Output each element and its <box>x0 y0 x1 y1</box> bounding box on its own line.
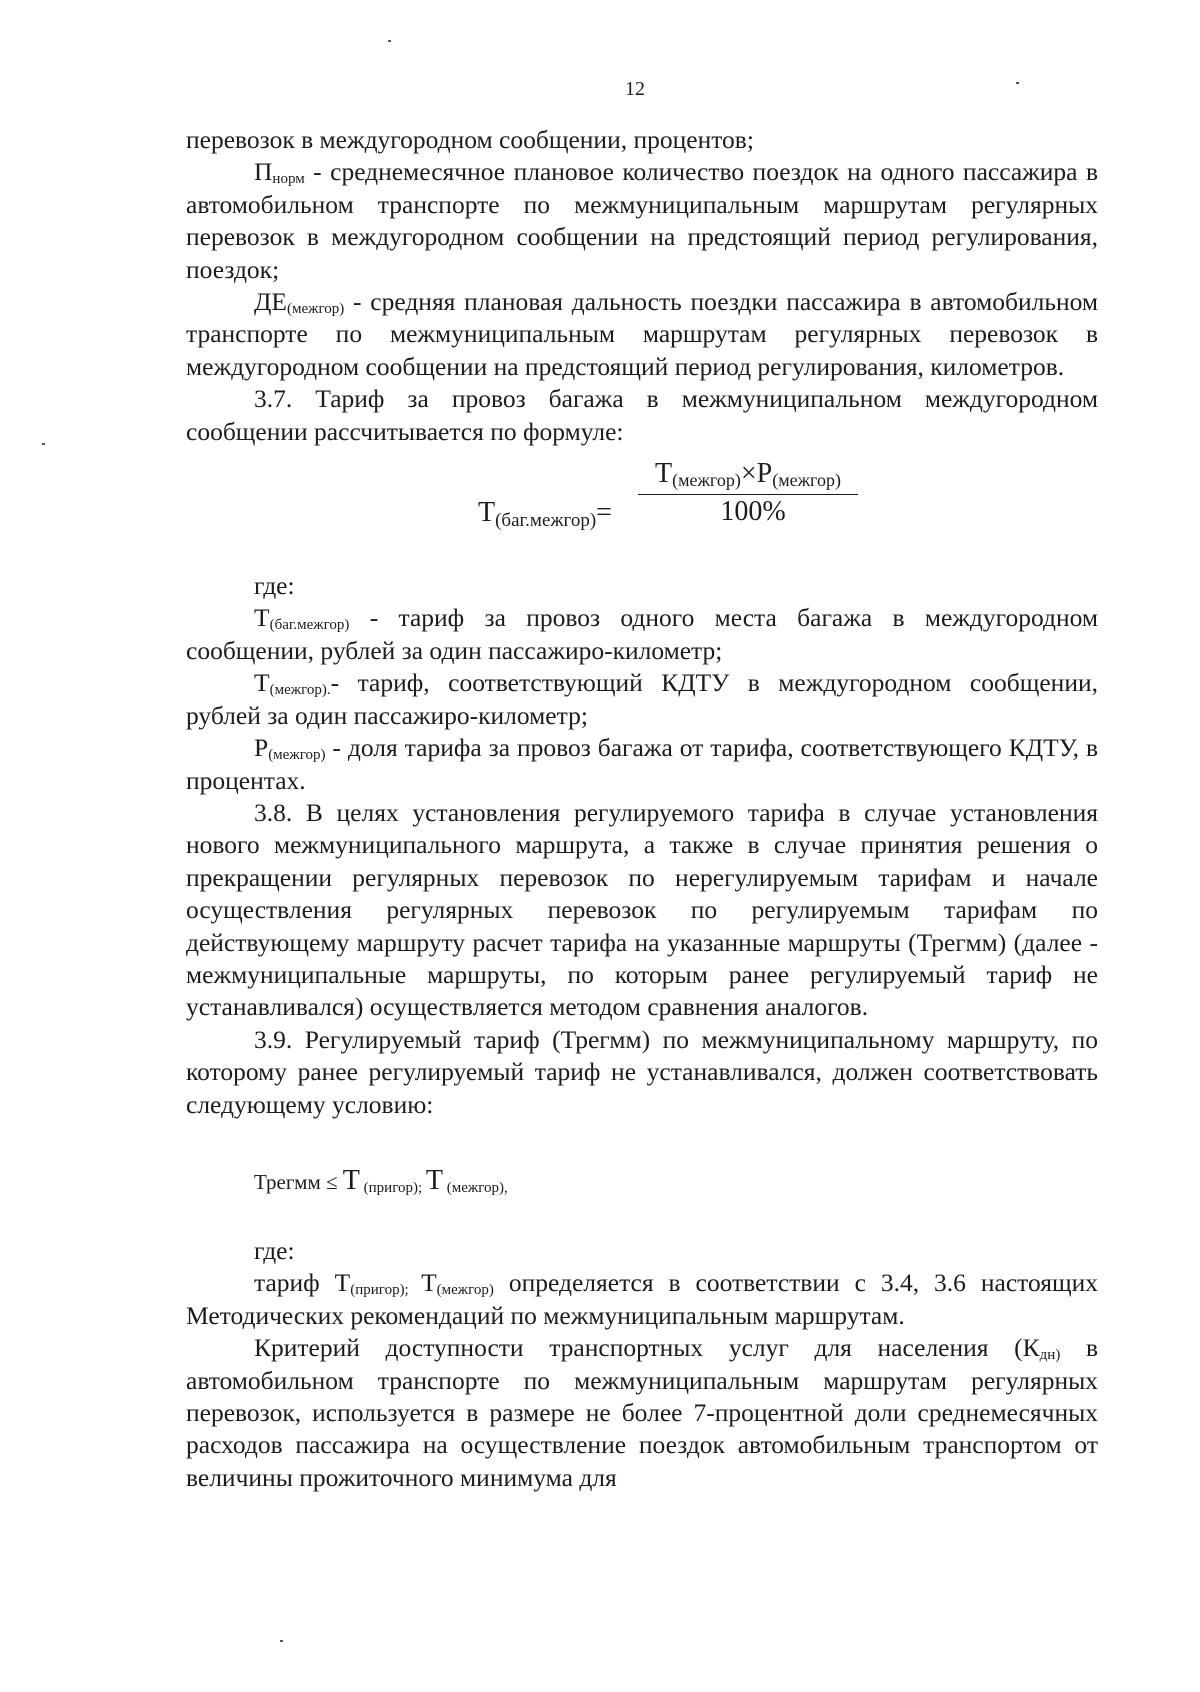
definition-t-mezhgor <box>186 667 1098 732</box>
paragraph-text: в автомобильном транспорте по межмуниципальным маршрутам регулярных перевозок, используется в размере не более 7-процентной доли среднемесячных расходов пассажира на осуществление поездок автомобильным транспортом от величины прожиточного минимума для <box>186 1333 1098 1492</box>
formula-symbol: Р <box>756 458 773 490</box>
definition-lead: тариф <box>254 1268 335 1298</box>
less-equal-sign: ≤ <box>320 1169 343 1194</box>
formula-lhs <box>478 496 612 530</box>
where-label: где: <box>254 571 295 601</box>
document-body <box>186 124 1098 1494</box>
symbol-subscript: (межгор) <box>286 301 345 318</box>
definition-text: - тариф, соответствующий КДТУ в междугородном сообщении, рублей за один пассажиро-километр; <box>186 668 1098 730</box>
formula-symbol: Т <box>342 1164 360 1196</box>
equals-sign: = <box>596 497 612 529</box>
formula-lhs: Трегмм <box>254 1169 321 1194</box>
definition-text: - доля тарифа за провоз багажа от тарифа, соответствующего КДТУ, в процентах. <box>186 733 1098 795</box>
definition-text: - средняя плановая дальность поездки пассажира в автомобильном транспорте по межмуниципальным маршрутам регулярных перевозок в междугородном сообщении на предстоящий период регулирования, километров. <box>186 287 1098 381</box>
symbol: Т <box>254 668 270 698</box>
definition-t-bag <box>186 602 1098 667</box>
fraction-numerator <box>638 456 858 492</box>
definition-tariff-source <box>186 1267 1098 1332</box>
formula-symbol: Т <box>478 497 496 529</box>
formula-line <box>254 1165 1098 1198</box>
formula-subscript: (баг.межгор) <box>495 510 597 532</box>
page-number: 12 <box>625 78 645 100</box>
paragraph-kdn <box>186 1332 1098 1494</box>
symbol: Т <box>421 1268 437 1298</box>
fraction-denominator: 100% <box>720 496 786 528</box>
definition-text: - среднемесячное плановое количество поездок на одного пассажира в автомобильном транспорте по межмуниципальным маршрутам регулярных перевозок в междугородном сообщении на предстоящий период регулирования, поездок; <box>186 157 1098 284</box>
definition-p-norm <box>186 156 1098 286</box>
symbol-subscript: (межгор) <box>268 747 326 764</box>
formula-subscript: (пригор); <box>359 1179 426 1196</box>
paragraph-continuation: перевозок в междугородном сообщении, процентов; <box>186 125 754 154</box>
definition-de <box>186 286 1098 383</box>
definition-p-mezhgor <box>186 732 1098 797</box>
definition-text: - тариф за провоз одного места багажа в междугородном сообщении, рублей за один пассажиро-километр; <box>186 603 1098 665</box>
scan-speck <box>1016 82 1019 84</box>
symbol-subscript: (баг.межгор) <box>269 617 350 634</box>
symbol-subscript: (межгор). <box>269 682 331 699</box>
symbol-subscript: (пригор); <box>350 1282 422 1299</box>
symbol: П <box>254 157 273 187</box>
paragraph-3-9: 3.9. Регулируемый тариф (Трегмм) по межмуниципальному маршруту, по которому ранее регулируемый тариф не устанавливался, должен соответствовать следующему условию: <box>186 1024 1098 1119</box>
formula-subscript: (межгор), <box>443 1179 508 1196</box>
where-label: где: <box>254 1235 295 1265</box>
times-sign: × <box>740 458 757 490</box>
symbol-subscript: дн) <box>1039 1347 1061 1364</box>
formula-symbol: Т <box>425 1164 444 1196</box>
symbol: Т <box>254 603 270 633</box>
symbol-subscript: норм <box>272 171 305 188</box>
scan-speck <box>42 443 45 445</box>
symbol-subscript: (межгор) <box>436 1282 494 1299</box>
formula-baggage-tariff <box>186 456 1098 570</box>
scan-speck <box>280 1640 283 1642</box>
paragraph-3-7: 3.7. Тариф за провоз багажа в межмуниципальном междугородном сообщении рассчитывается по формуле: <box>186 384 1098 446</box>
formula-subscript: (межгор) <box>772 470 841 491</box>
formula-tariff-condition <box>186 1139 1098 1235</box>
symbol: Р <box>254 733 269 763</box>
symbol: ДЕ <box>254 287 287 317</box>
formula-symbol: Т <box>655 458 673 490</box>
definition-text: определяется в соответствии с 3.4, 3.6 настоящих Методических рекомендаций по межмуниципальным маршрутам. <box>186 1268 1098 1330</box>
symbol: Т <box>334 1268 351 1298</box>
formula-subscript: (межгор) <box>672 470 741 491</box>
scan-speck <box>388 40 391 42</box>
paragraph-3-8: 3.8. В целях установления регулируемого тарифа в случае установления нового межмуниципального маршрута, а также в случае принятия решения о прекращении регулярных перевозок по нерегулируемым тарифам и начале осуществления регулярных перевозок по регулируемым тарифам по действующему маршруту расчет тарифа на указанные маршруты (Трегмм) (далее - межмуниципальные маршруты, по которым ранее регулируемый тариф не устанавливался) осуществляется методом сравнения аналогов. <box>186 797 1098 1022</box>
formula-fraction <box>638 456 858 529</box>
paragraph-text: Критерий доступности транспортных услуг для населения (К <box>254 1333 1040 1363</box>
